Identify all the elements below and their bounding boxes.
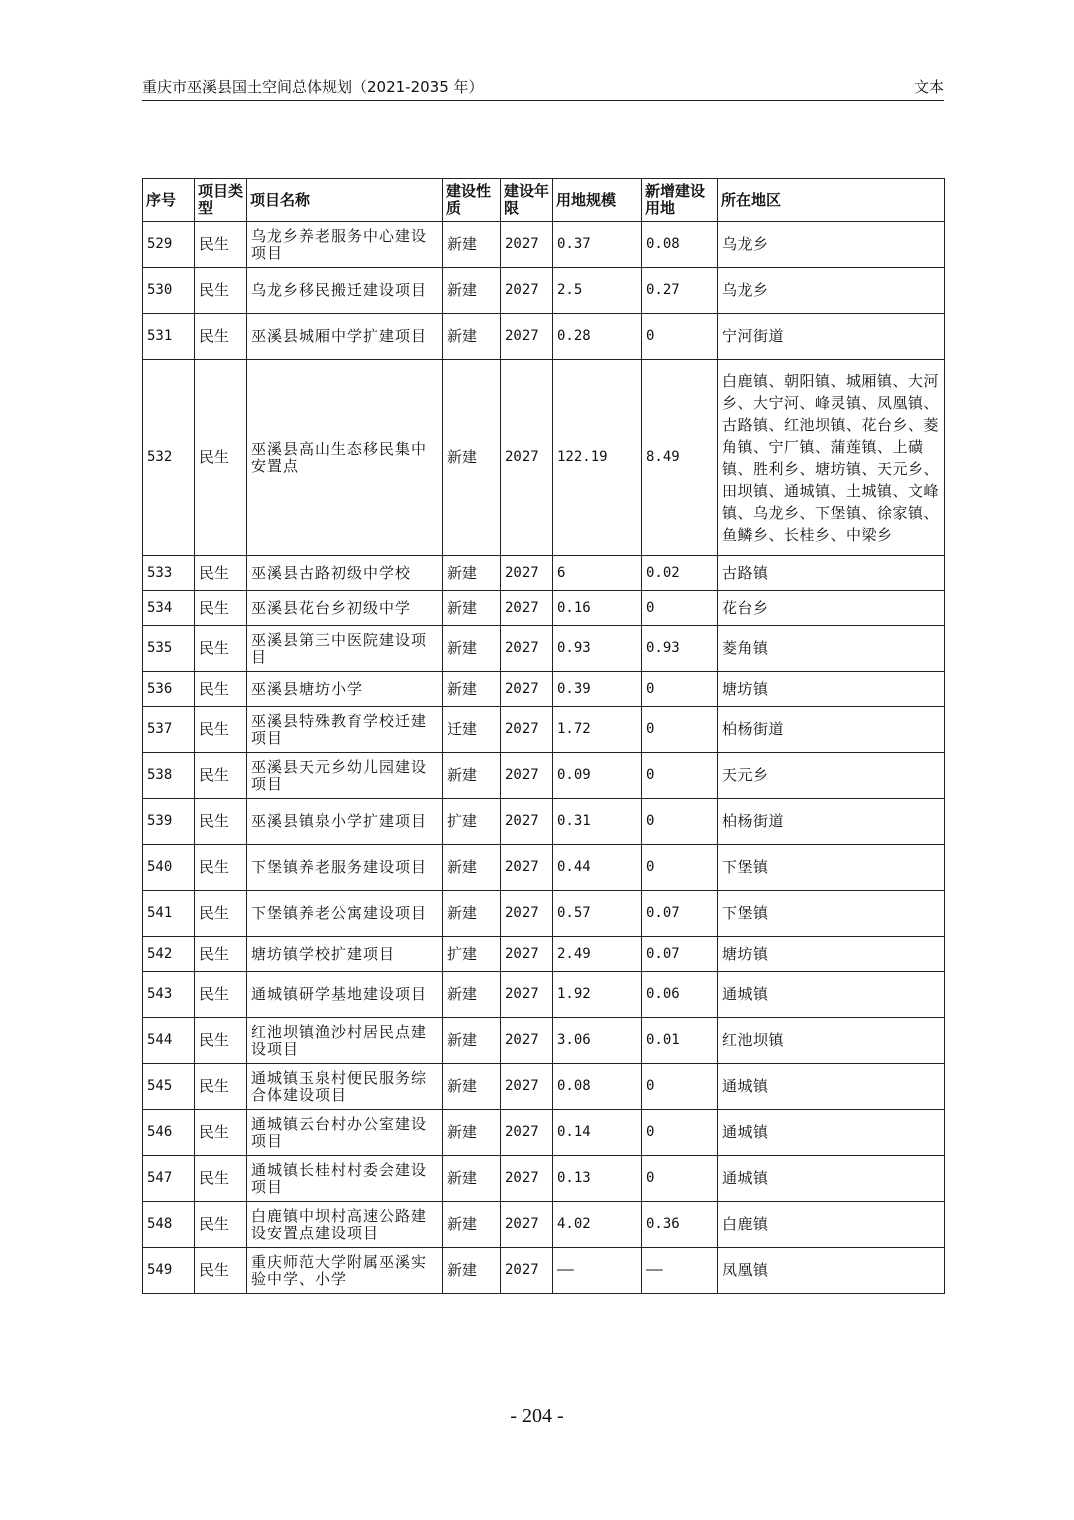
cell-region: 通城镇 — [718, 1110, 945, 1156]
cell-area: 0.14 — [553, 1110, 642, 1156]
cell-seq: 539 — [143, 799, 195, 845]
cell-new-land: 8.49 — [642, 360, 718, 556]
cell-nature: 新建 — [443, 314, 501, 360]
cell-area: 0.44 — [553, 845, 642, 891]
cell-new-land: 0 — [642, 591, 718, 626]
cell-new-land: 0 — [642, 1156, 718, 1202]
cell-name: 下堡镇养老公寓建设项目 — [247, 891, 443, 937]
column-header: 建设年限 — [501, 179, 553, 222]
cell-year: 2027 — [501, 1064, 553, 1110]
cell-seq: 543 — [143, 972, 195, 1018]
table-row — [143, 1248, 945, 1294]
cell-name: 红池坝镇渔沙村居民点建设项目 — [247, 1018, 443, 1064]
cell-seq: 530 — [143, 268, 195, 314]
table-row — [143, 937, 945, 972]
cell-new-land: 0.02 — [642, 556, 718, 591]
cell-area: 0.93 — [553, 626, 642, 672]
cell-region: 乌龙乡 — [718, 268, 945, 314]
cell-region: 古路镇 — [718, 556, 945, 591]
cell-type: 民生 — [195, 891, 247, 937]
table-row — [143, 672, 945, 707]
cell-nature: 新建 — [443, 1110, 501, 1156]
cell-name: 通城镇研学基地建设项目 — [247, 972, 443, 1018]
cell-name: 白鹿镇中坝村高速公路建设安置点建设项目 — [247, 1202, 443, 1248]
cell-seq: 529 — [143, 222, 195, 268]
cell-new-land: 0 — [642, 799, 718, 845]
cell-type: 民生 — [195, 360, 247, 556]
cell-area: 0.28 — [553, 314, 642, 360]
cell-nature: 新建 — [443, 268, 501, 314]
cell-year: 2027 — [501, 1110, 553, 1156]
cell-area: 0.16 — [553, 591, 642, 626]
cell-area: 3.06 — [553, 1018, 642, 1064]
cell-seq: 549 — [143, 1248, 195, 1294]
page-header — [142, 76, 944, 101]
cell-area: 2.5 — [553, 268, 642, 314]
cell-year: 2027 — [501, 1018, 553, 1064]
cell-nature: 新建 — [443, 1064, 501, 1110]
cell-type: 民生 — [195, 222, 247, 268]
cell-new-land: —— — [642, 1248, 718, 1294]
cell-area: 0.09 — [553, 753, 642, 799]
table-row — [143, 268, 945, 314]
cell-seq: 545 — [143, 1064, 195, 1110]
cell-year: 2027 — [501, 591, 553, 626]
cell-nature: 新建 — [443, 845, 501, 891]
table-row — [143, 626, 945, 672]
cell-seq: 533 — [143, 556, 195, 591]
cell-seq: 535 — [143, 626, 195, 672]
cell-seq: 531 — [143, 314, 195, 360]
cell-seq: 540 — [143, 845, 195, 891]
cell-type: 民生 — [195, 1110, 247, 1156]
cell-type: 民生 — [195, 1064, 247, 1110]
cell-region: 乌龙乡 — [718, 222, 945, 268]
column-header: 项目类型 — [195, 179, 247, 222]
cell-new-land: 0.01 — [642, 1018, 718, 1064]
document-title: 重庆市巫溪县国土空间总体规划（2021-2035 年） — [142, 78, 484, 96]
cell-year: 2027 — [501, 314, 553, 360]
cell-type: 民生 — [195, 672, 247, 707]
cell-year: 2027 — [501, 626, 553, 672]
table-row — [143, 753, 945, 799]
cell-nature: 新建 — [443, 1018, 501, 1064]
cell-seq: 536 — [143, 672, 195, 707]
table-row — [143, 891, 945, 937]
cell-area: 0.37 — [553, 222, 642, 268]
table-row — [143, 591, 945, 626]
cell-region: 菱角镇 — [718, 626, 945, 672]
cell-region: 红池坝镇 — [718, 1018, 945, 1064]
cell-new-land: 0 — [642, 314, 718, 360]
cell-region: 宁河街道 — [718, 314, 945, 360]
cell-new-land: 0 — [642, 753, 718, 799]
cell-type: 民生 — [195, 314, 247, 360]
cell-area: 4.02 — [553, 1202, 642, 1248]
cell-nature: 新建 — [443, 891, 501, 937]
cell-type: 民生 — [195, 753, 247, 799]
cell-type: 民生 — [195, 937, 247, 972]
cell-region: 通城镇 — [718, 1064, 945, 1110]
cell-region: 凤凰镇 — [718, 1248, 945, 1294]
cell-name: 巫溪县特殊教育学校迁建项目 — [247, 707, 443, 753]
cell-nature: 新建 — [443, 672, 501, 707]
cell-name: 巫溪县第三中医院建设项目 — [247, 626, 443, 672]
table-row — [143, 1202, 945, 1248]
cell-nature: 扩建 — [443, 937, 501, 972]
cell-name: 通城镇长桂村村委会建设项目 — [247, 1156, 443, 1202]
cell-new-land: 0.93 — [642, 626, 718, 672]
column-header: 用地规模 — [553, 179, 642, 222]
column-header: 新增建设用地 — [642, 179, 718, 222]
cell-new-land: 0.07 — [642, 937, 718, 972]
document-type: 文本 — [913, 78, 944, 96]
cell-name: 巫溪县天元乡幼儿园建设项目 — [247, 753, 443, 799]
cell-name: 通城镇云台村办公室建设项目 — [247, 1110, 443, 1156]
table-row — [143, 1018, 945, 1064]
cell-new-land: 0.06 — [642, 972, 718, 1018]
cell-type: 民生 — [195, 845, 247, 891]
cell-area: 1.92 — [553, 972, 642, 1018]
cell-area: 0.08 — [553, 1064, 642, 1110]
cell-seq: 541 — [143, 891, 195, 937]
cell-seq: 537 — [143, 707, 195, 753]
cell-name: 巫溪县古路初级中学校 — [247, 556, 443, 591]
cell-area: 0.13 — [553, 1156, 642, 1202]
cell-name: 重庆师范大学附属巫溪实验中学、小学 — [247, 1248, 443, 1294]
cell-year: 2027 — [501, 937, 553, 972]
cell-type: 民生 — [195, 591, 247, 626]
cell-year: 2027 — [501, 556, 553, 591]
cell-nature: 新建 — [443, 1156, 501, 1202]
cell-new-land: 0 — [642, 1064, 718, 1110]
cell-type: 民生 — [195, 799, 247, 845]
column-header: 项目名称 — [247, 179, 443, 222]
cell-new-land: 0.27 — [642, 268, 718, 314]
column-header: 所在地区 — [718, 179, 945, 222]
cell-nature: 新建 — [443, 1202, 501, 1248]
cell-year: 2027 — [501, 753, 553, 799]
cell-new-land: 0.08 — [642, 222, 718, 268]
cell-year: 2027 — [501, 360, 553, 556]
cell-area: 1.72 — [553, 707, 642, 753]
cell-nature: 新建 — [443, 360, 501, 556]
cell-name: 通城镇玉泉村便民服务综合体建设项目 — [247, 1064, 443, 1110]
cell-year: 2027 — [501, 845, 553, 891]
cell-region: 塘坊镇 — [718, 672, 945, 707]
cell-nature: 新建 — [443, 753, 501, 799]
cell-region: 天元乡 — [718, 753, 945, 799]
cell-type: 民生 — [195, 972, 247, 1018]
cell-region: 柏杨街道 — [718, 799, 945, 845]
table-row — [143, 845, 945, 891]
cell-name: 塘坊镇学校扩建项目 — [247, 937, 443, 972]
cell-name: 巫溪县花台乡初级中学 — [247, 591, 443, 626]
cell-region: 下堡镇 — [718, 845, 945, 891]
cell-new-land: 0 — [642, 845, 718, 891]
cell-area: 0.39 — [553, 672, 642, 707]
cell-new-land: 0 — [642, 672, 718, 707]
cell-region: 塘坊镇 — [718, 937, 945, 972]
table-row — [143, 1064, 945, 1110]
table-row — [143, 556, 945, 591]
cell-year: 2027 — [501, 268, 553, 314]
cell-name: 巫溪县塘坊小学 — [247, 672, 443, 707]
column-header: 序号 — [143, 179, 195, 222]
cell-region: 通城镇 — [718, 1156, 945, 1202]
table-row — [143, 360, 945, 556]
cell-nature: 新建 — [443, 591, 501, 626]
cell-new-land: 0 — [642, 707, 718, 753]
cell-name: 乌龙乡移民搬迁建设项目 — [247, 268, 443, 314]
cell-region: 白鹿镇 — [718, 1202, 945, 1248]
cell-nature: 新建 — [443, 222, 501, 268]
cell-seq: 542 — [143, 937, 195, 972]
cell-region: 柏杨街道 — [718, 707, 945, 753]
cell-nature: 新建 — [443, 626, 501, 672]
cell-area: 0.31 — [553, 799, 642, 845]
cell-year: 2027 — [501, 1248, 553, 1294]
cell-area: 122.19 — [553, 360, 642, 556]
table-row — [143, 707, 945, 753]
cell-type: 民生 — [195, 707, 247, 753]
cell-type: 民生 — [195, 626, 247, 672]
cell-region: 花台乡 — [718, 591, 945, 626]
cell-nature: 新建 — [443, 972, 501, 1018]
cell-year: 2027 — [501, 222, 553, 268]
table-row — [143, 1110, 945, 1156]
cell-area: 0.57 — [553, 891, 642, 937]
cell-year: 2027 — [501, 1156, 553, 1202]
cell-nature: 新建 — [443, 1248, 501, 1294]
cell-type: 民生 — [195, 1248, 247, 1294]
cell-region: 白鹿镇、朝阳镇、城厢镇、大河乡、大宁河、峰灵镇、凤凰镇、古路镇、红池坝镇、花台乡、菱角镇、宁厂镇、蒲莲镇、上磺镇、胜利乡、塘坊镇、天元乡、田坝镇、通城镇、土城镇、文峰镇、乌龙乡、下堡镇、徐家镇、鱼鳞乡、长桂乡、中梁乡 — [718, 360, 945, 556]
cell-nature: 迁建 — [443, 707, 501, 753]
cell-new-land: 0.36 — [642, 1202, 718, 1248]
cell-nature: 新建 — [443, 556, 501, 591]
table-header-row — [143, 179, 945, 222]
cell-year: 2027 — [501, 672, 553, 707]
cell-type: 民生 — [195, 268, 247, 314]
cell-seq: 532 — [143, 360, 195, 556]
cell-new-land: 0 — [642, 1110, 718, 1156]
cell-type: 民生 — [195, 556, 247, 591]
cell-year: 2027 — [501, 972, 553, 1018]
cell-type: 民生 — [195, 1202, 247, 1248]
cell-area: —— — [553, 1248, 642, 1294]
cell-seq: 547 — [143, 1156, 195, 1202]
cell-name: 巫溪县镇泉小学扩建项目 — [247, 799, 443, 845]
cell-seq: 548 — [143, 1202, 195, 1248]
table-row — [143, 222, 945, 268]
cell-seq: 534 — [143, 591, 195, 626]
cell-new-land: 0.07 — [642, 891, 718, 937]
table-row — [143, 314, 945, 360]
table-row — [143, 1156, 945, 1202]
table-row — [143, 799, 945, 845]
cell-area: 6 — [553, 556, 642, 591]
cell-name: 巫溪县城厢中学扩建项目 — [247, 314, 443, 360]
page-number: - 204 - — [510, 1405, 564, 1427]
cell-region: 下堡镇 — [718, 891, 945, 937]
cell-seq: 546 — [143, 1110, 195, 1156]
column-header: 建设性质 — [443, 179, 501, 222]
cell-type: 民生 — [195, 1156, 247, 1202]
cell-type: 民生 — [195, 1018, 247, 1064]
cell-year: 2027 — [501, 707, 553, 753]
cell-name: 下堡镇养老服务建设项目 — [247, 845, 443, 891]
cell-year: 2027 — [501, 1202, 553, 1248]
cell-name: 乌龙乡养老服务中心建设项目 — [247, 222, 443, 268]
table-row — [143, 972, 945, 1018]
cell-area: 2.49 — [553, 937, 642, 972]
cell-seq: 538 — [143, 753, 195, 799]
cell-seq: 544 — [143, 1018, 195, 1064]
cell-region: 通城镇 — [718, 972, 945, 1018]
cell-year: 2027 — [501, 799, 553, 845]
cell-year: 2027 — [501, 891, 553, 937]
cell-nature: 扩建 — [443, 799, 501, 845]
project-table — [142, 178, 945, 1294]
cell-name: 巫溪县高山生态移民集中安置点 — [247, 360, 443, 556]
